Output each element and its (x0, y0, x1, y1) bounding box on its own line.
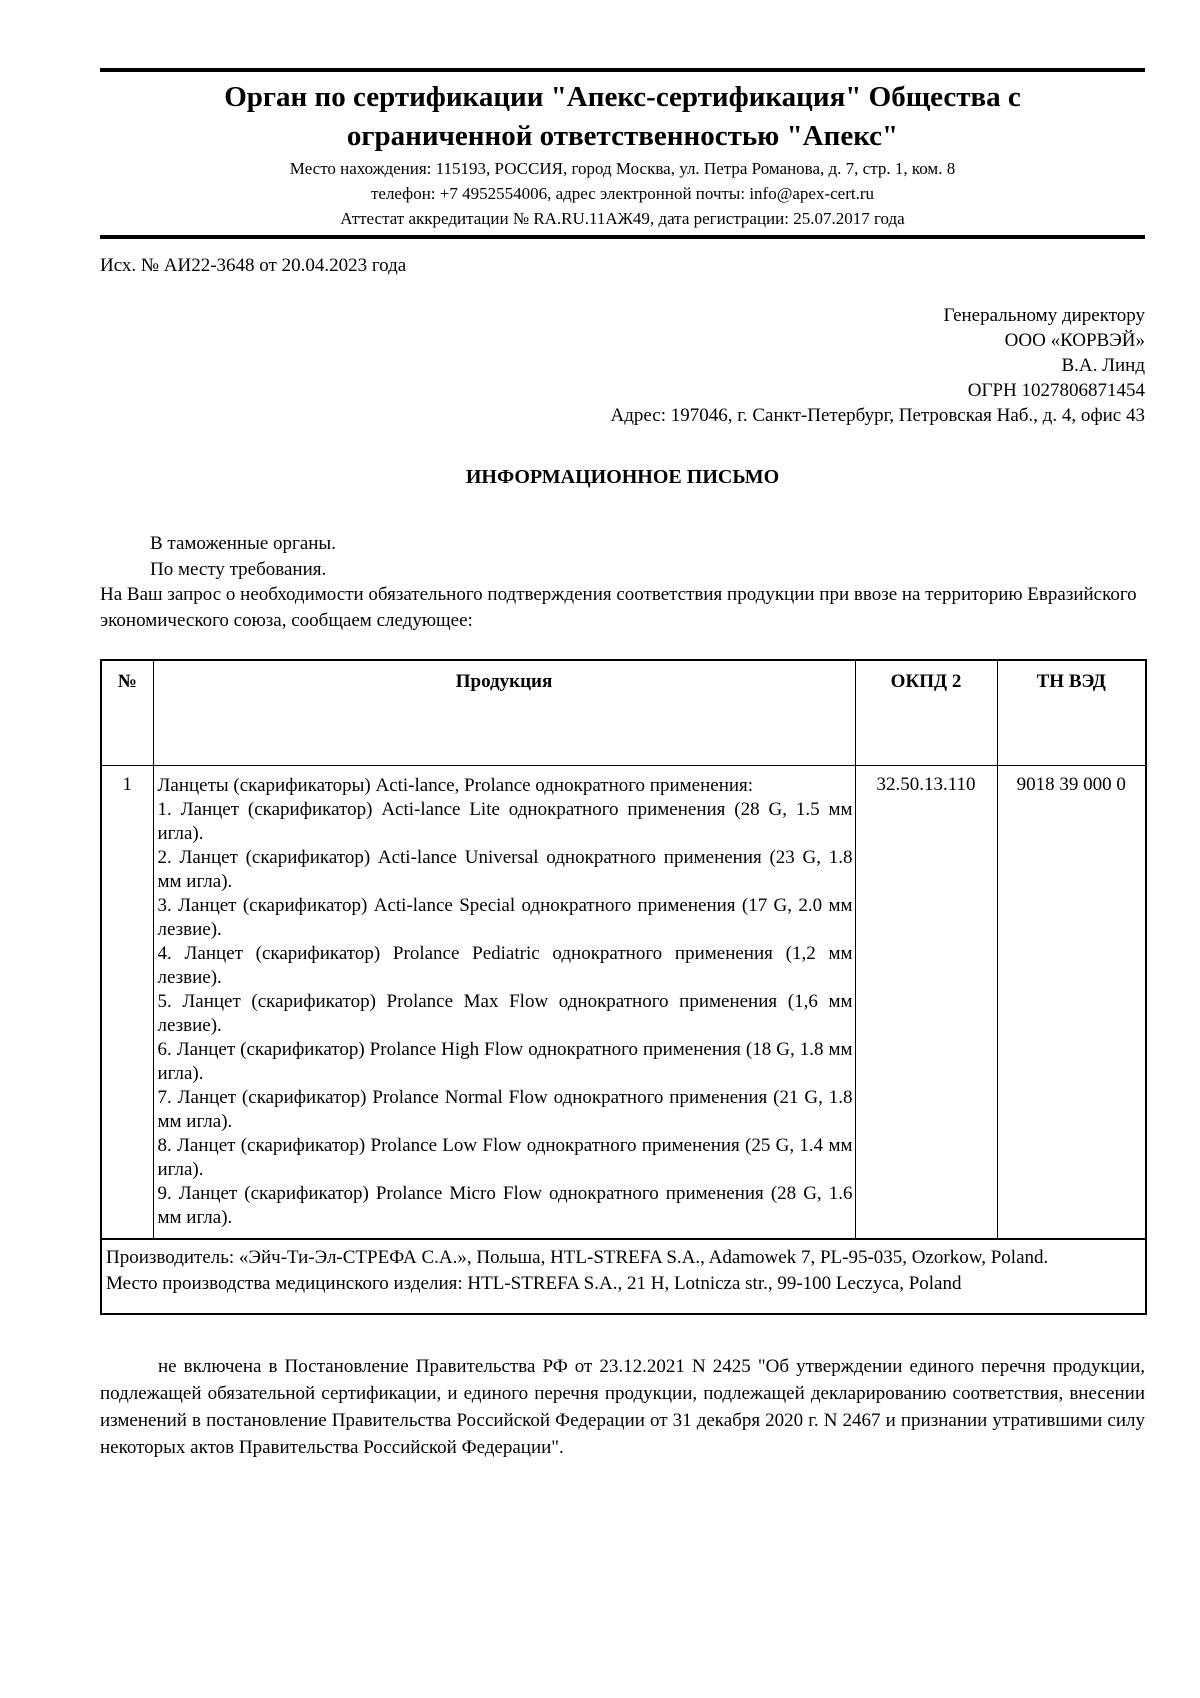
product-item-3: 3. Ланцет (скарификатор) Acti-lance Special однократного применения (17 G, 2.0 мм лезвие). (157, 894, 853, 940)
recipient-block (100, 303, 1145, 428)
product-item-2: 2. Ланцет (скарификатор) Acti-lance Universal однократного применения (23 G, 1.8 мм игла). (157, 846, 853, 892)
production-site-line: Место производства медицинского изделия: HTL-STREFA S.A., 21 H, Lotnicza str., 99-100 Leczyca, Poland (106, 1272, 962, 1294)
product-item-9: 9. Ланцет (скарификатор) Prolance Micro Flow однократного применения (28 G, 1.6 мм игла). (157, 1182, 853, 1228)
col-header-number: № (101, 660, 153, 765)
product-item-7: 7. Ланцет (скарификатор) Prolance Normal Flow однократного применения (21 G, 1.8 мм игла). (157, 1086, 853, 1132)
letterhead (100, 68, 1145, 239)
recipient-position: Генеральному директору (943, 305, 1145, 326)
body-paragraph: На Ваш запрос о необходимости обязательного подтверждения соответствия продукции при ввозе на территорию Евразийского экономического союза, сообщаем следующее: (100, 584, 1137, 631)
row-number: 1 (101, 765, 153, 1239)
col-header-tnved: ТН ВЭД (997, 660, 1146, 765)
org-phone-email: телефон: +7 4952554006, адрес электронной почты: info@apex-cert.ru (370, 184, 875, 203)
recipient-ogrn: ОГРН 1027806871454 (967, 380, 1145, 401)
tnved-code: 9018 39 000 0 (997, 765, 1146, 1239)
producer-line: Производитель: «Эйч-Ти-Эл-СТРЕФА С.А.», Польша, HTL-STREFA S.A., Adamowek 7, PL-95-035, Ozorkow, Poland. (106, 1246, 1049, 1268)
org-title-line2: ограниченной ответственностью "Апекс" (346, 120, 899, 152)
org-title (100, 78, 1145, 156)
org-title-line1: Орган по сертификации "Апекс-сертификация" Общества с (224, 81, 1021, 113)
product-item-5: 5. Ланцет (скарификатор) Prolance Max Flow однократного применения (1,6 мм лезвие). (157, 990, 853, 1036)
products-table (100, 659, 1147, 1315)
outgoing-reference: Исх. № АИ22-3648 от 20.04.2023 года (100, 255, 407, 276)
producer-cell (101, 1239, 1146, 1314)
letter-subject: ИНФОРМАЦИОННОЕ ПИСЬМО (465, 466, 780, 488)
closing-paragraph: не включена в Постановление Правительства РФ от 23.12.2021 N 2425 "Об утверждении единого перечня продукции, подлежащей обязательной сертификации, и единого перечня продукции, подлежащей декларированию соответствия, внесении изменений в постановление Правительства Российской Федерации от 31 декабря 2020 г. N 2467 и признании утратившими силу некоторых актов Правительства Российской Федерации". (100, 1355, 1145, 1458)
product-item-4: 4. Ланцет (скарификатор) Prolance Pediatric однократного применения (1,2 мм лезвие). (157, 942, 853, 988)
table-header-row (101, 660, 1146, 765)
letter-body-intro (100, 531, 1145, 633)
col-header-okpd: ОКПД 2 (855, 660, 997, 765)
product-intro: Ланцеты (скарификаторы) Acti-lance, Prolance однократного применения: (157, 774, 754, 796)
body-line-customs: В таможенные органы. (150, 533, 336, 554)
org-address: Место нахождения: 115193, РОССИЯ, город Москва, ул. Петра Романова, д. 7, стр. 1, ком. 8 (289, 159, 956, 178)
okpd-code: 32.50.13.110 (855, 765, 997, 1239)
letterhead-top-rule (100, 68, 1145, 72)
col-header-product: Продукция (153, 660, 855, 765)
table-row (101, 765, 1146, 1239)
org-accreditation: Аттестат аккредитации № RA.RU.11АЖ49, дата регистрации: 25.07.2017 года (340, 209, 905, 228)
product-item-8: 8. Ланцет (скарификатор) Prolance Low Flow однократного применения (25 G, 1.4 мм игла). (157, 1134, 853, 1180)
letterhead-bottom-rule (100, 235, 1145, 239)
product-item-1: 1. Ланцет (скарификатор) Acti-lance Lite однократного применения (28 G, 1.5 мм игла). (157, 798, 853, 844)
recipient-address: Адрес: 197046, г. Санкт-Петербург, Петровская Наб., д. 4, офис 43 (610, 405, 1145, 426)
product-item-6: 6. Ланцет (скарификатор) Prolance High Flow однократного применения (18 G, 1.8 мм игла). (157, 1038, 853, 1084)
recipient-company: ООО «КОРВЭЙ» (1004, 330, 1145, 351)
product-description-cell (153, 765, 855, 1239)
recipient-person: В.А. Линд (1061, 355, 1145, 376)
body-line-place: По месту требования. (150, 558, 327, 580)
producer-row (101, 1239, 1146, 1314)
